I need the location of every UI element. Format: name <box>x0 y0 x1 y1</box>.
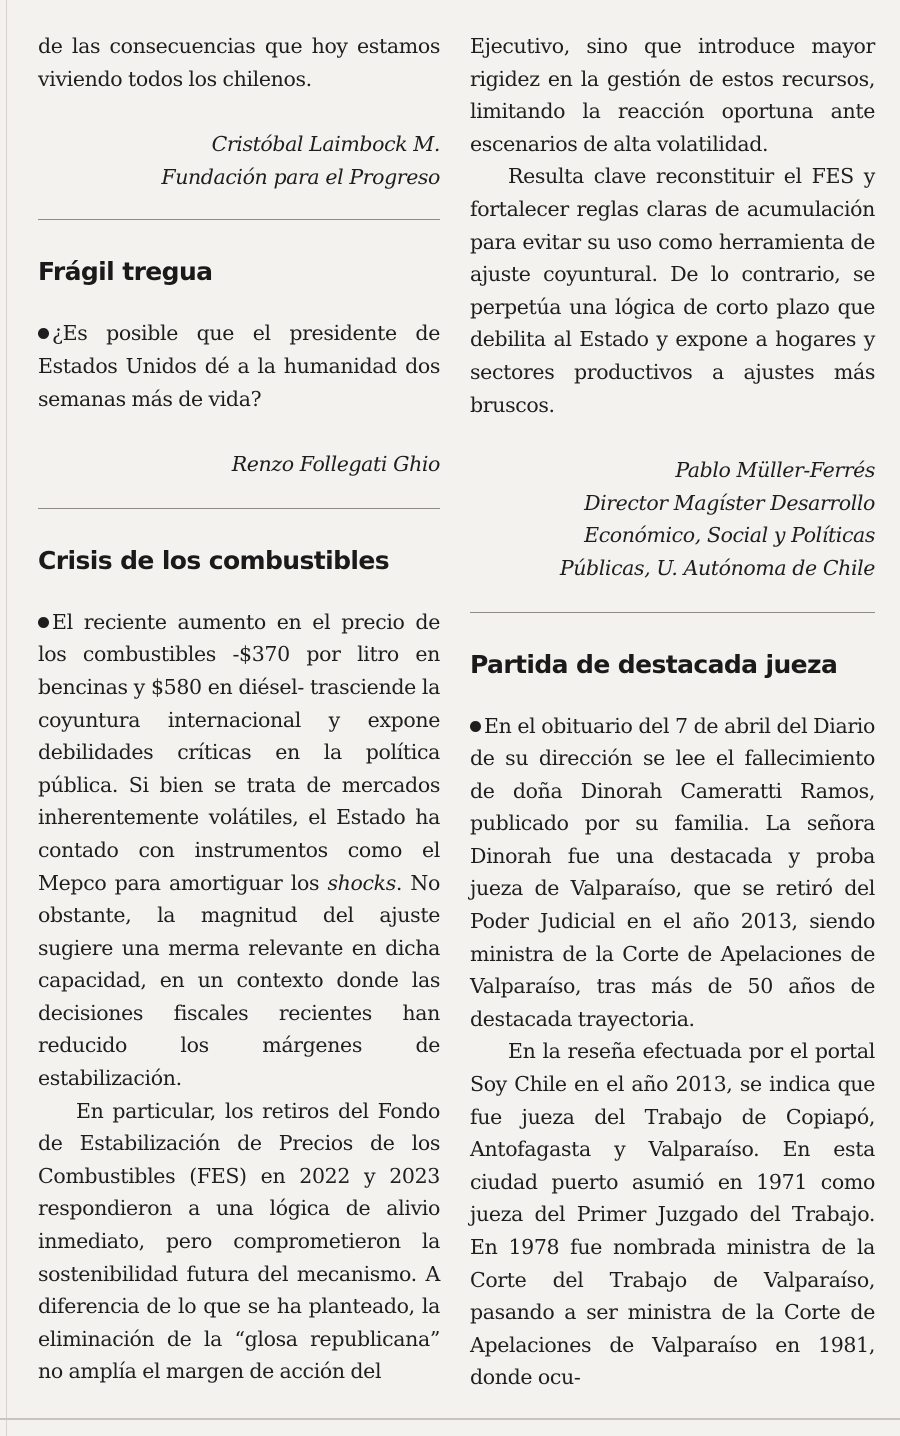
right-column <box>470 30 875 1394</box>
letter-paragraph-partida-2: En la reseña efectuada por el portal Soy Chile en el año 2013, se indica que fue jueza del Trabajo de Copiapó, Antofagasta y Valparaíso. En esta ciudad puerto asumió en 1971 como jueza del Primer Juzgado del Trabajo. En 1978 fue nombrada ministra de la Corte del Trabajo de Valparaíso, pasando a ser ministra de la Corte de Apelaciones de Valparaíso en 1981, donde ocu- <box>470 1039 875 1390</box>
intro-signature-affiliation: Fundación para el Progreso <box>161 164 440 189</box>
intro-text: de las consecuencias que hoy estamos viviendo todos los chilenos. <box>38 34 440 91</box>
signature-name: Pablo Müller-Ferrés <box>675 458 875 483</box>
page-bottom-rule <box>0 1418 900 1420</box>
letter-title-fragil-tregua: Frágil tregua <box>38 257 213 287</box>
left-column <box>38 30 440 1388</box>
signature-title-line-1: Director Magíster Desarrollo <box>584 490 875 515</box>
letter-paragraph-partida-1: En el obituario del 7 de abril del Diario de su dirección se lee el fallecimiento de doña Dinorah Cameratti Ramos, publicado por su familia. La señora Dinorah fue una destacada y proba jueza de Valparaíso, que se retiró del Poder Judicial en el año 2013, siendo ministra de la Corte de Apelaciones de Valparaíso, tras más de 50 años de destacada trayectoria. <box>470 710 875 1036</box>
letter-signature-fragil-tregua: Renzo Follegati Ghio <box>231 452 440 477</box>
continuation-text: Ejecutivo, sino que introduce mayor rigidez en la gestión de estos recursos, limitando la reacción oportuna ante escenarios de alta volatilidad. <box>470 34 875 156</box>
page-edge <box>6 0 7 1436</box>
text-run: . No obstante, la magnitud del ajuste sugiere una merma relevante en dicha capacidad, en un contexto donde las decisiones fiscales recientes han reducido los márgenes de estabilización. <box>38 870 441 1091</box>
signature-title-line-3: Públicas, U. Autónoma de Chile <box>559 555 875 580</box>
signature-title-line-2: Económico, Social y Políticas <box>584 523 875 548</box>
letter-paragraph-crisis-2: En particular, los retiros del Fondo de Estabilización de Precios de los Combustibles (FES) en 2022 y 2023 respondieron a una lógica de alivio inmediato, pero comprometieron la sostenibilidad futura del mecanismo. A diferencia de lo que se ha planteado, la eliminación de la “glosa republicana” no amplía el margen de acción del <box>38 1098 440 1384</box>
letter-paragraph-crisis-1 <box>38 606 440 1095</box>
intro-signature-name: Cristóbal Laimbock M. <box>211 132 440 157</box>
emphasis-shocks: shocks <box>327 870 396 895</box>
letter-paragraph-crisis-3: Resulta clave reconstituir el FES y fortalecer reglas claras de acumulación para evitar su uso como herramienta de ajuste coyuntural. De lo contrario, se perpetúa una lógica de corto plazo que debilita al Estado y expone a hogares y sectores productivos a ajustes más bruscos. <box>470 164 875 417</box>
letter-title-crisis-combustibles: Crisis de los combustibles <box>38 545 390 575</box>
letter-body-fragil-tregua: ¿Es posible que el presidente de Estados Unidos dé a la humanidad dos semanas más de vida? <box>38 317 440 415</box>
text-run: El reciente aumento en el precio de los combustibles -$370 por litro en bencinas y $580 en diésel- trasciende la coyuntura internacional y expone debilidades críticas en la política pública. Si bien se trata de mercados inherentemente volátiles, el Estado ha contado con instrumentos como el Mepco para amortiguar los <box>38 609 440 895</box>
letter-title-partida-jueza: Partida de destacada jueza <box>470 649 838 679</box>
